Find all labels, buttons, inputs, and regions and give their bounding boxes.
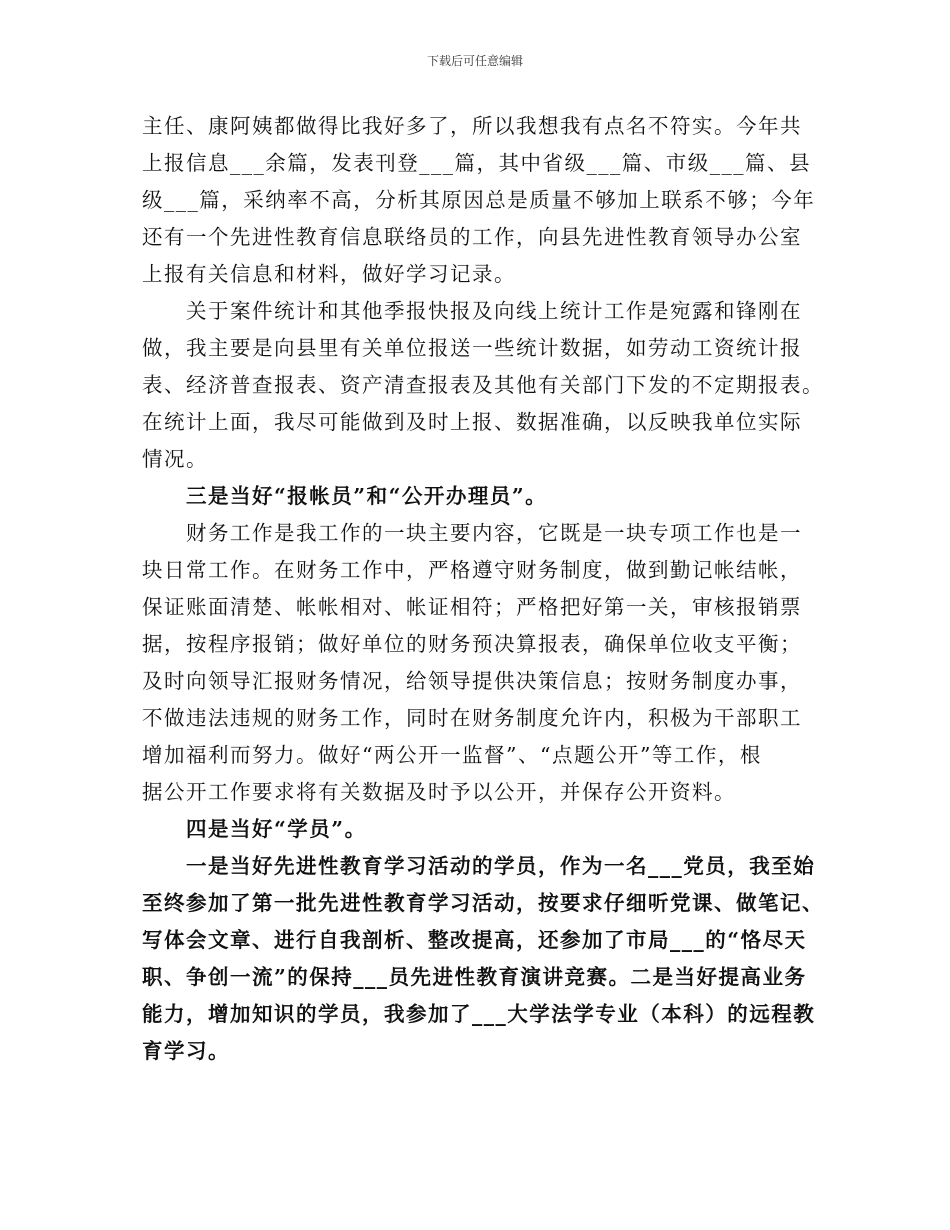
document-body [142, 108, 822, 1070]
text-line: 四是当好“学员”。 [186, 817, 367, 841]
text-line: 级___篇，采纳率不高，分析其原因总是质量不够加上联系不够；今年 [142, 188, 816, 212]
text-line: 一是当好先进性教育学习活动的学员，作为一名___党员，我至始 [186, 854, 816, 878]
page-header: 下载后可任意编辑 [426, 54, 523, 68]
text-line: 职、争创一流”的保持___员先进性教育演讲竞赛。二是当好提高业务 [142, 965, 807, 989]
text-line: 还有一个先进性教育信息联络员的工作，向县先进性教育领导办公室 [142, 225, 802, 249]
text-line: 能力，增加知识的学员，我参加了___大学法学专业（本科）的远程教 [142, 1002, 816, 1026]
text-line: 表、经济普查报表、资产清查报表及其他有关部门下发的不定期报表。 [142, 373, 824, 397]
text-line: 不做违法违规的财务工作，同时在财务制度允许内，积极为干部职工 [142, 706, 802, 730]
text-line: 在统计上面，我尽可能做到及时上报、数据准确，以反映我单位实际 [142, 410, 802, 434]
text-line: 上报信息___余篇，发表刊登___篇，其中省级___篇、市级___篇、县 [142, 151, 811, 175]
text-line: 财务工作是我工作的一块主要内容，它既是一块专项工作也是一 [186, 521, 802, 545]
text-line: 上报有关信息和材料，做好学习记录。 [142, 262, 516, 286]
text-line: 主任、康阿姨都做得比我好多了，所以我想我有点名不符实。今年共 [142, 114, 802, 138]
text-line: 增加福利而努力。做好“两公开一监督”、“点题公开”等工作，根 [142, 743, 762, 767]
text-line: 及时向领导汇报财务情况，给领导提供决策信息；按财务制度办事， [142, 669, 802, 693]
text-line: 三是当好“报帐员”和“公开办理员”。 [186, 484, 548, 508]
text-line: 至终参加了第一批先进性教育学习活动，按要求仔细听党课、做笔记、 [142, 891, 824, 915]
text-line: 块日常工作。在财务工作中，严格遵守财务制度，做到勤记帐结帐， [142, 558, 802, 582]
text-line: 写体会文章、进行自我剖析、整改提高，还参加了市局___的“恪尽天 [142, 928, 807, 952]
text-line: 保证账面清楚、帐帐相对、帐证相符；严格把好第一关，审核报销票 [142, 595, 802, 619]
text-line: 据，按程序报销；做好单位的财务预决算报表，确保单位收支平衡； [142, 632, 802, 656]
text-line: 育学习。 [142, 1039, 230, 1063]
text-line: 关于案件统计和其他季报快报及向线上统计工作是宛露和锋刚在 [186, 299, 802, 323]
text-line: 情况。 [142, 447, 208, 471]
text-line: 据公开工作要求将有关数据及时予以公开，并保存公开资料。 [142, 780, 736, 804]
text-line: 做，我主要是向县里有关单位报送一些统计数据，如劳动工资统计报 [142, 336, 802, 360]
